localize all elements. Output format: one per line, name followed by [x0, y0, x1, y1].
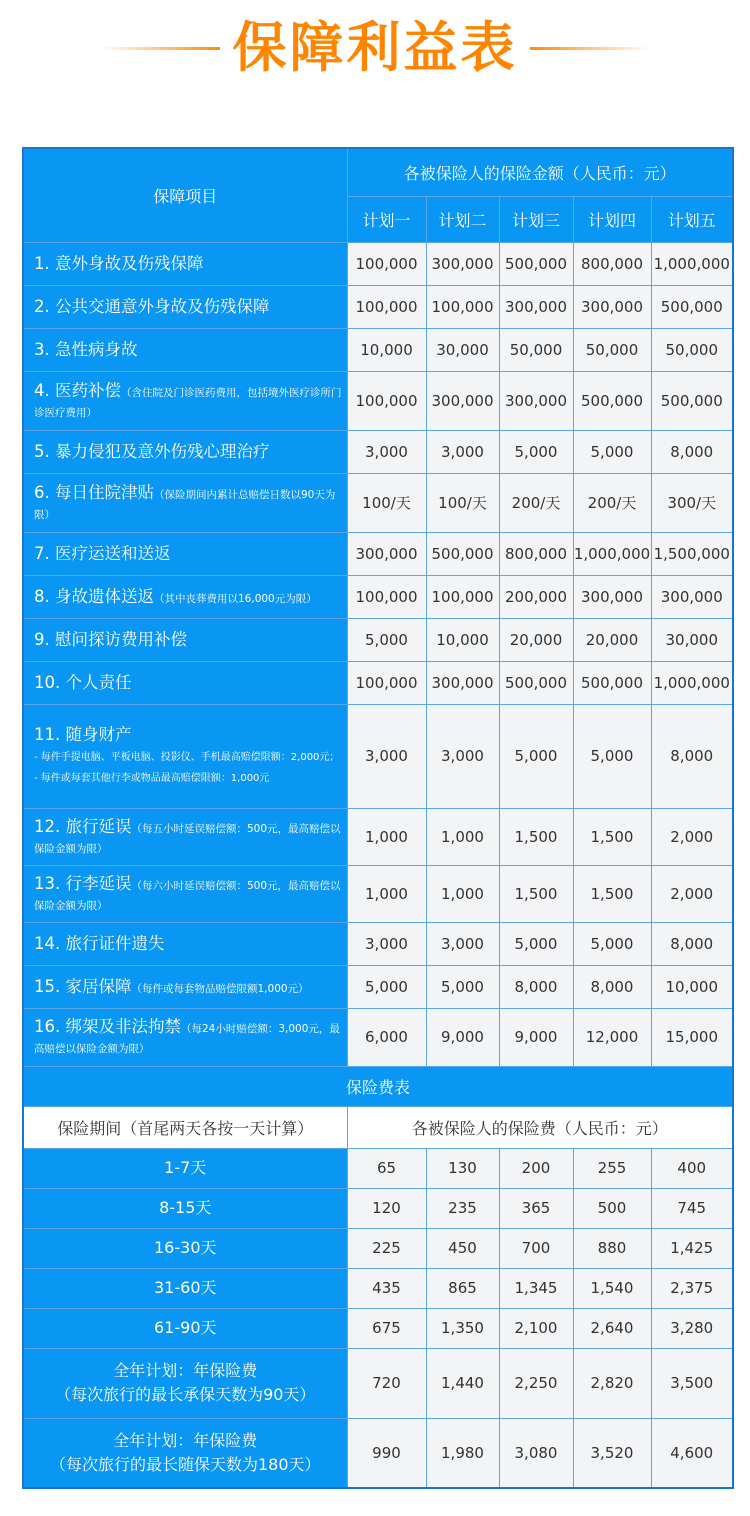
premium-row — [23, 1308, 733, 1348]
benefit-value: 5,000 — [347, 965, 426, 1008]
benefit-value: 1,000 — [347, 808, 426, 865]
benefit-value: 8,000 — [573, 965, 651, 1008]
benefit-value: 1,000,000 — [651, 661, 733, 704]
benefit-value: 300,000 — [426, 661, 499, 704]
benefit-value: 800,000 — [573, 242, 651, 285]
benefit-value: 8,000 — [651, 430, 733, 473]
benefit-row — [23, 618, 733, 661]
benefit-value: 100/天 — [347, 473, 426, 532]
benefit-row — [23, 532, 733, 575]
benefit-value: 3,000 — [347, 922, 426, 965]
benefit-value: 5,000 — [426, 965, 499, 1008]
benefit-value: 100,000 — [347, 242, 426, 285]
benefit-value: 9,000 — [499, 1008, 573, 1066]
benefit-note: （含住院及门诊医药费用，包括境外医疗诊所门诊医疗费用） — [34, 386, 342, 419]
premium-value: 990 — [347, 1418, 426, 1488]
benefit-value: 5,000 — [347, 618, 426, 661]
benefit-name: 4. 医药补偿 — [34, 380, 121, 400]
benefit-value: 20,000 — [573, 618, 651, 661]
benefit-item-label — [23, 808, 347, 865]
benefit-value: 1,500,000 — [651, 532, 733, 575]
benefit-value: 2,000 — [651, 808, 733, 865]
benefit-note: （每六小时延误赔偿额：500元，最高赔偿以保险金额为限） — [34, 879, 341, 912]
benefit-value: 300,000 — [573, 285, 651, 328]
benefit-table — [22, 147, 734, 1489]
premium-period-note: （每次旅行的最长随保天数为180天） — [49, 1454, 321, 1474]
benefit-row — [23, 704, 733, 808]
premium-period-label: 全年计划：年保险费 — [113, 1430, 258, 1450]
benefit-value: 30,000 — [426, 328, 499, 371]
benefit-note: （每五小时延误赔偿额：500元，最高赔偿以保险金额为限） — [34, 822, 341, 855]
benefit-value: 500,000 — [499, 661, 573, 704]
premium-value: 255 — [573, 1148, 651, 1188]
premium-value: 500 — [573, 1188, 651, 1228]
benefit-value: 300,000 — [499, 285, 573, 328]
benefit-value: 1,500 — [573, 865, 651, 922]
benefit-name: 11. 随身财产 — [34, 725, 132, 744]
benefit-value: 500,000 — [651, 371, 733, 430]
premium-value: 120 — [347, 1188, 426, 1228]
benefit-value: 5,000 — [573, 430, 651, 473]
premium-value: 1,425 — [651, 1228, 733, 1268]
benefit-value: 10,000 — [426, 618, 499, 661]
benefit-value: 50,000 — [499, 328, 573, 371]
plan-header-3: 计划三 — [499, 196, 573, 242]
premium-value: 3,080 — [499, 1418, 573, 1488]
benefit-row — [23, 575, 733, 618]
benefit-value: 10,000 — [347, 328, 426, 371]
benefit-value: 1,000 — [426, 808, 499, 865]
benefit-value: 1,000,000 — [573, 532, 651, 575]
benefit-row — [23, 430, 733, 473]
benefit-value: 3,000 — [347, 704, 426, 808]
premium-value: 200 — [499, 1148, 573, 1188]
benefit-row — [23, 965, 733, 1008]
premium-value: 365 — [499, 1188, 573, 1228]
benefit-value: 100,000 — [426, 575, 499, 618]
premium-value: 2,250 — [499, 1348, 573, 1418]
premium-row — [23, 1418, 733, 1488]
benefit-value: 100,000 — [347, 371, 426, 430]
benefit-name: 5. 暴力侵犯及意外伤残心理治疗 — [34, 441, 270, 461]
benefit-row — [23, 922, 733, 965]
benefit-item-label — [23, 430, 347, 473]
benefit-row — [23, 371, 733, 430]
premium-value: 1,540 — [573, 1268, 651, 1308]
benefit-note: （每24小时赔偿额：3,000元，最高赔偿以保险金额为限） — [34, 1023, 340, 1055]
title-decor-line-right — [530, 47, 650, 50]
benefit-value: 500,000 — [499, 242, 573, 285]
benefit-value: 1,500 — [499, 865, 573, 922]
benefit-item-label — [23, 661, 347, 704]
benefit-note: （每件或每套物品赔偿限额1,000元） — [131, 982, 309, 995]
premium-value: 435 — [347, 1268, 426, 1308]
premium-value: 1,345 — [499, 1268, 573, 1308]
benefit-value: 3,000 — [426, 922, 499, 965]
premium-value: 2,640 — [573, 1308, 651, 1348]
benefit-value: 9,000 — [426, 1008, 499, 1066]
benefit-name: 8. 身故遗体送返 — [34, 586, 154, 606]
benefit-value: 30,000 — [651, 618, 733, 661]
benefit-value: 3,000 — [426, 430, 499, 473]
benefit-value: 12,000 — [573, 1008, 651, 1066]
benefit-value: 800,000 — [499, 532, 573, 575]
benefit-item-label — [23, 328, 347, 371]
benefit-note: （保险期间内累计总赔偿日数以90天为限） — [34, 488, 336, 521]
premium-value: 675 — [347, 1308, 426, 1348]
premium-value: 2,375 — [651, 1268, 733, 1308]
benefit-value: 100,000 — [347, 575, 426, 618]
benefit-value: 1,500 — [573, 808, 651, 865]
premium-period-label: 61-90天 — [154, 1318, 217, 1337]
benefit-value: 3,000 — [426, 704, 499, 808]
benefit-name: 13. 行李延误 — [34, 873, 132, 893]
benefit-value: 5,000 — [573, 704, 651, 808]
premium-period — [23, 1348, 347, 1418]
benefit-value: 1,000 — [426, 865, 499, 922]
benefit-value: 200,000 — [499, 575, 573, 618]
benefit-item-label — [23, 965, 347, 1008]
benefit-subnote: - 每件手提电脑、平板电脑、投影仪、手机最高赔偿限额：2,000元； — [34, 752, 340, 763]
premium-period — [23, 1418, 347, 1488]
premium-value: 1,980 — [426, 1418, 499, 1488]
benefit-value: 200/天 — [573, 473, 651, 532]
benefit-row — [23, 285, 733, 328]
benefit-row — [23, 328, 733, 371]
benefit-value: 500,000 — [573, 661, 651, 704]
benefit-value: 500,000 — [573, 371, 651, 430]
benefit-value: 500,000 — [426, 532, 499, 575]
premium-period — [23, 1148, 347, 1188]
premium-value: 2,100 — [499, 1308, 573, 1348]
benefit-value: 50,000 — [573, 328, 651, 371]
benefit-value: 1,000,000 — [651, 242, 733, 285]
premium-value: 745 — [651, 1188, 733, 1228]
benefit-value: 5,000 — [573, 922, 651, 965]
benefit-item-label — [23, 473, 347, 532]
benefit-row — [23, 242, 733, 285]
premium-period — [23, 1228, 347, 1268]
benefit-item-label — [23, 575, 347, 618]
benefit-value: 5,000 — [499, 922, 573, 965]
plan-header-1: 计划一 — [347, 196, 426, 242]
benefit-note: （其中丧葬费用以16,000元为限） — [154, 592, 317, 605]
benefit-item-label — [23, 865, 347, 922]
premium-period-label: 全年计划：年保险费 — [113, 1361, 258, 1380]
benefit-item-label — [23, 1008, 347, 1066]
premium-value: 1,350 — [426, 1308, 499, 1348]
benefit-name: 12. 旅行延误 — [34, 816, 132, 836]
benefit-value: 300,000 — [651, 575, 733, 618]
premium-value: 3,520 — [573, 1418, 651, 1488]
benefit-item-label — [23, 618, 347, 661]
benefit-value: 200/天 — [499, 473, 573, 532]
benefit-row — [23, 473, 733, 532]
premium-value: 700 — [499, 1228, 573, 1268]
premium-row — [23, 1148, 733, 1188]
premium-period-label: 31-60天 — [154, 1278, 217, 1297]
benefit-value: 15,000 — [651, 1008, 733, 1066]
benefit-value: 8,000 — [651, 704, 733, 808]
premium-value: 400 — [651, 1148, 733, 1188]
benefit-row — [23, 808, 733, 865]
benefit-item-label — [23, 285, 347, 328]
benefit-name: 3. 急性病身故 — [34, 339, 138, 359]
benefit-value: 6,000 — [347, 1008, 426, 1066]
benefit-item-label — [23, 532, 347, 575]
premium-period-note: （每次旅行的最长承保天数为90天） — [55, 1385, 316, 1404]
benefit-name: 15. 家居保障 — [34, 976, 132, 996]
benefit-row — [23, 865, 733, 922]
header-item: 保障项目 — [23, 148, 347, 242]
premium-table-title: 保险费表 — [23, 1066, 733, 1106]
benefit-value: 1,500 — [499, 808, 573, 865]
premium-value: 880 — [573, 1228, 651, 1268]
benefit-value: 300,000 — [573, 575, 651, 618]
benefit-value: 500,000 — [651, 285, 733, 328]
benefit-value: 2,000 — [651, 865, 733, 922]
title-area — [0, 0, 750, 100]
premium-period — [23, 1268, 347, 1308]
benefit-value: 8,000 — [499, 965, 573, 1008]
premium-value: 2,820 — [573, 1348, 651, 1418]
plan-header-5: 计划五 — [651, 196, 733, 242]
benefit-subnote: - 每件或每套其他行李或物品最高赔偿限额：1,000元 — [34, 773, 270, 784]
benefit-value: 50,000 — [651, 328, 733, 371]
benefit-name: 1. 意外身故及伤残保障 — [34, 253, 204, 273]
benefit-value: 100,000 — [426, 285, 499, 328]
benefit-item-label — [23, 922, 347, 965]
premium-period-label: 8-15天 — [159, 1198, 212, 1217]
benefit-value: 300/天 — [651, 473, 733, 532]
benefit-value: 10,000 — [651, 965, 733, 1008]
benefit-value: 300,000 — [347, 532, 426, 575]
premium-value: 1,440 — [426, 1348, 499, 1418]
benefit-value: 3,000 — [347, 430, 426, 473]
benefit-item-label — [23, 704, 347, 808]
page-title: 保障利益表 — [232, 16, 518, 79]
benefit-value: 100,000 — [347, 285, 426, 328]
plan-header-2: 计划二 — [426, 196, 499, 242]
benefit-value: 20,000 — [499, 618, 573, 661]
premium-period-label: 16-30天 — [154, 1238, 217, 1257]
header-amount: 各被保险人的保险金额（人民币：元） — [347, 148, 733, 196]
premium-row — [23, 1228, 733, 1268]
benefit-name: 10. 个人责任 — [34, 672, 132, 692]
benefit-item-label — [23, 242, 347, 285]
premium-value: 130 — [426, 1148, 499, 1188]
premium-value: 3,500 — [651, 1348, 733, 1418]
benefit-value: 8,000 — [651, 922, 733, 965]
benefit-value: 5,000 — [499, 430, 573, 473]
premium-value: 720 — [347, 1348, 426, 1418]
premium-value: 225 — [347, 1228, 426, 1268]
benefit-value: 1,000 — [347, 865, 426, 922]
premium-value: 65 — [347, 1148, 426, 1188]
premium-header-amount: 各被保险人的保险费（人民币：元） — [347, 1106, 733, 1148]
benefit-value: 300,000 — [426, 371, 499, 430]
benefit-row — [23, 1008, 733, 1066]
premium-row — [23, 1268, 733, 1308]
benefit-name: 7. 医疗运送和送返 — [34, 543, 171, 563]
benefit-name: 9. 慰问探访费用补偿 — [34, 629, 187, 649]
benefit-row — [23, 661, 733, 704]
premium-row — [23, 1348, 733, 1418]
plan-header-4: 计划四 — [573, 196, 651, 242]
premium-row — [23, 1188, 733, 1228]
benefit-item-label — [23, 371, 347, 430]
premium-value: 865 — [426, 1268, 499, 1308]
benefit-value: 5,000 — [499, 704, 573, 808]
benefit-value: 100/天 — [426, 473, 499, 532]
premium-header-period: 保险期间（首尾两天各按一天计算） — [23, 1106, 347, 1148]
benefit-name: 14. 旅行证件遗失 — [34, 933, 165, 953]
benefit-name: 6. 每日住院津贴 — [34, 482, 154, 502]
benefit-value: 100,000 — [347, 661, 426, 704]
premium-period — [23, 1308, 347, 1348]
benefit-name: 2. 公共交通意外身故及伤残保障 — [34, 296, 270, 316]
premium-period — [23, 1188, 347, 1228]
premium-value: 450 — [426, 1228, 499, 1268]
benefit-value: 300,000 — [499, 371, 573, 430]
benefit-name: 16. 绑架及非法拘禁 — [34, 1017, 181, 1036]
benefit-value: 300,000 — [426, 242, 499, 285]
premium-value: 235 — [426, 1188, 499, 1228]
premium-value: 4,600 — [651, 1418, 733, 1488]
premium-period-label: 1-7天 — [164, 1158, 207, 1177]
premium-value: 3,280 — [651, 1308, 733, 1348]
